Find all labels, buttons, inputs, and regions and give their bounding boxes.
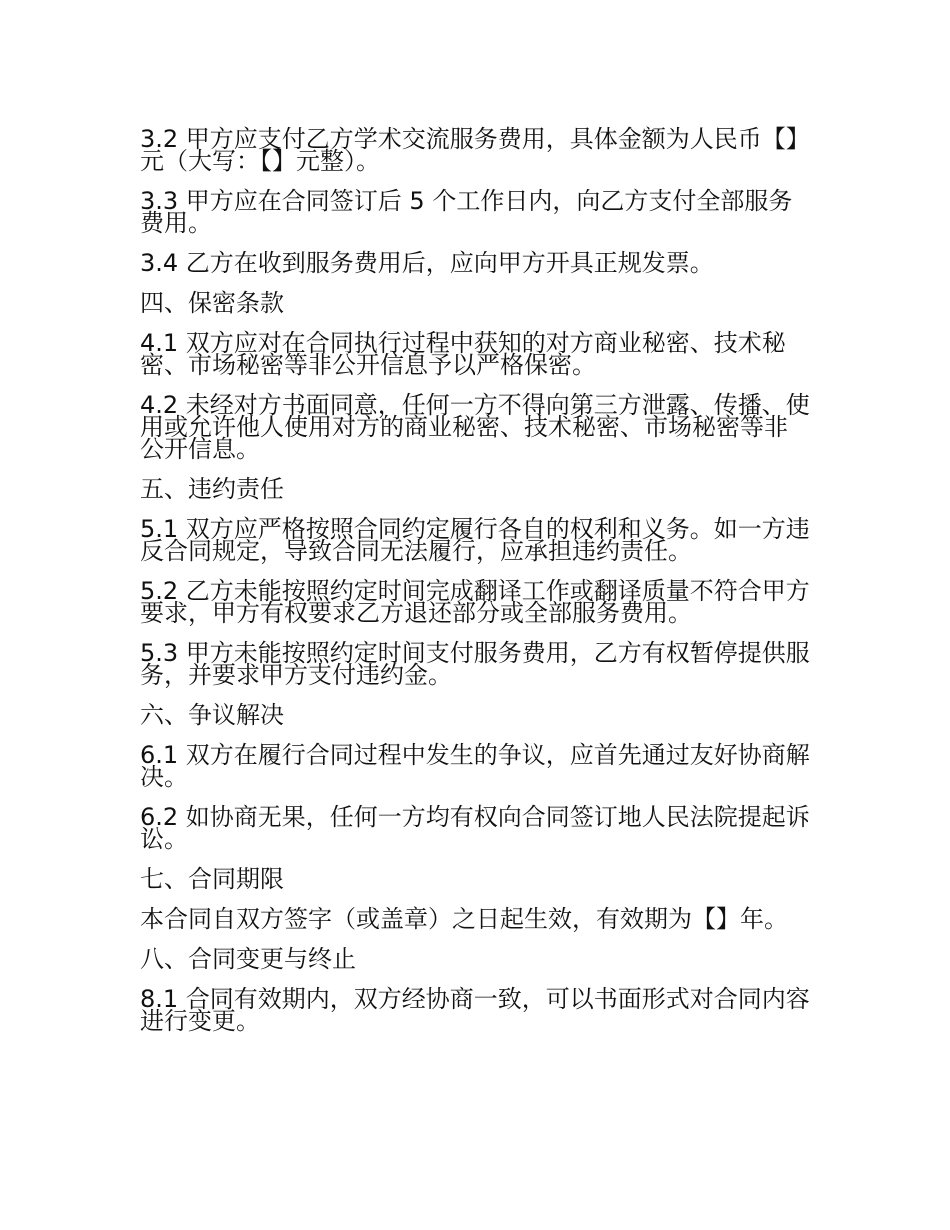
clause-4-1: 4.1 双方应对在合同执行过程中获知的对方商业秘密、技术秘密、市场秘密等非公开信息予以严格保密。: [140, 329, 786, 379]
section-heading-term: 七、合同期限: [140, 865, 284, 893]
clause-6-1: 6.1 双方在履行合同过程中发生的争议，应首先通过友好协商解决。: [140, 741, 810, 791]
clause-5-3: 5.3 甲方未能按照约定时间支付服务费用，乙方有权暂停提供服务，并要求甲方支付违约金。: [140, 639, 810, 689]
document-page: [140, 125, 810, 1050]
section-heading-liability: 五、违约责任: [140, 475, 284, 503]
clause-8-1: 8.1 合同有效期内，双方经协商一致，可以书面形式对合同内容进行变更。: [140, 985, 810, 1035]
section-heading-change-termination: 八、合同变更与终止: [140, 945, 356, 973]
clause-term: 本合同自双方签字（或盖章）之日起生效，有效期为【】年。: [140, 905, 788, 933]
section-heading-confidentiality: 四、保密条款: [140, 289, 284, 317]
section-heading-dispute: 六、争议解决: [140, 701, 284, 729]
clause-6-2: 6.2 如协商无果，任何一方均有权向合同签订地人民法院提起诉讼。: [140, 803, 810, 853]
clause-5-2: 5.2 乙方未能按照约定时间完成翻译工作或翻译质量不符合甲方要求，甲方有权要求乙方退还部分或全部服务费用。: [140, 577, 810, 627]
clause-3-3: 3.3 甲方应在合同签订后 5 个工作日内，向乙方支付全部服务费用。: [140, 187, 793, 237]
clause-5-1: 5.1 双方应严格按照合同约定履行各自的权利和义务。如一方违反合同规定，导致合同无法履行，应承担违约责任。: [140, 515, 810, 565]
clause-3-2: 3.2 甲方应支付乙方学术交流服务费用，具体金额为人民币【】元（大写：【】元整）。: [140, 125, 810, 175]
clause-4-2: 4.2 未经对方书面同意，任何一方不得向第三方泄露、传播、使用或允许他人使用对方的商业秘密、技术秘密、市场秘密等非公开信息。: [140, 391, 810, 463]
clause-3-4: 3.4 乙方在收到服务费用后，应向甲方开具正规发票。: [140, 249, 714, 277]
